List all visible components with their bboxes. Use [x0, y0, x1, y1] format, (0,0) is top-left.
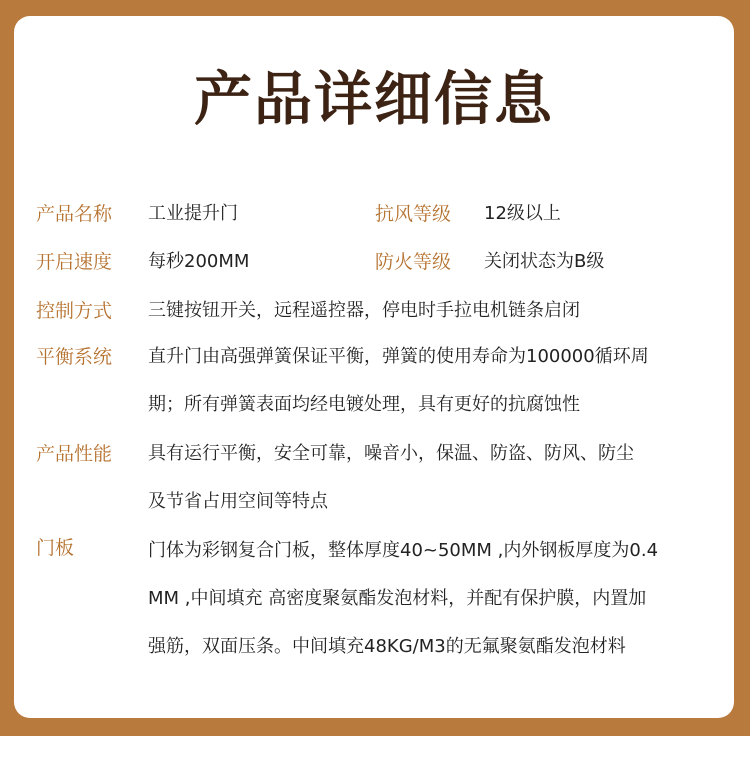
opening-speed-label: 开启速度 — [36, 251, 113, 273]
control-method-label: 控制方式 — [36, 300, 113, 322]
product-name-label: 产品名称 — [36, 203, 113, 225]
product-name-value: 工业提升门 — [148, 203, 238, 224]
control-method-value: 三键按钮开关，远程遥控器，停电时手拉电机链条启闭 — [148, 300, 580, 321]
performance-line-2: 及节省占用空间等特点 — [148, 491, 328, 512]
door-panel-line-2: MM ,中间填充 高密度聚氨酯发泡材料，并配有保护膜，内置加 — [148, 588, 647, 609]
performance-label: 产品性能 — [36, 443, 113, 465]
opening-speed-value: 每秒200MM — [148, 251, 250, 272]
wind-rating-value: 12级以上 — [484, 203, 561, 224]
balance-system-label: 平衡系统 — [36, 346, 113, 368]
wind-rating-label: 抗风等级 — [375, 203, 452, 225]
fire-rating-label: 防火等级 — [375, 251, 452, 273]
info-card — [14, 16, 734, 718]
balance-system-line-2: 期；所有弹簧表面均经电镀处理，具有更好的抗腐蚀性 — [148, 394, 580, 415]
door-panel-line-3: 强筋，双面压条。中间填充48KG/M3的无氟聚氨酯发泡材料 — [148, 636, 626, 657]
page-title: 产品详细信息 — [193, 65, 554, 133]
balance-system-line-1: 直升门由高强弹簧保证平衡，弹簧的使用寿命为100000循环周 — [148, 346, 649, 367]
door-panel-line-1: 门体为彩钢复合门板，整体厚度40~50MM ,内外钢板厚度为0.4 — [148, 540, 659, 561]
fire-rating-value: 关闭状态为B级 — [484, 251, 605, 272]
door-panel-label: 门板 — [36, 537, 75, 559]
performance-line-1: 具有运行平衡，安全可靠，噪音小，保温、防盗、防风、防尘 — [148, 443, 634, 464]
